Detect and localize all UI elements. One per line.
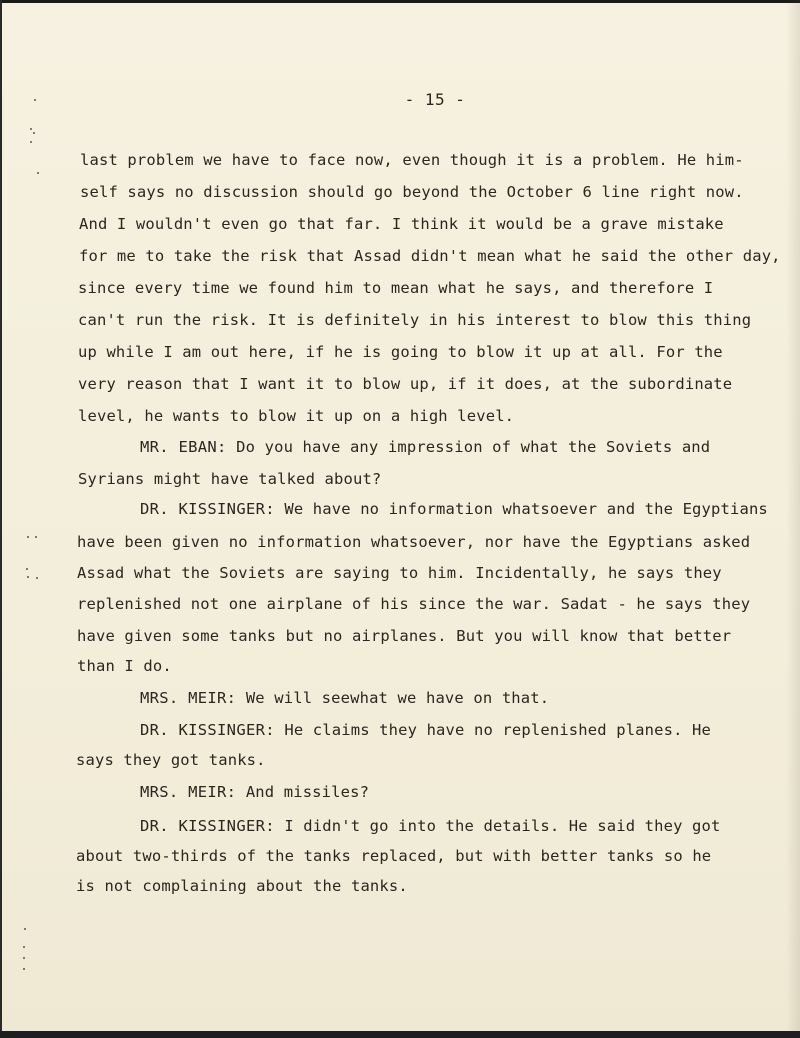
- text-line: can't run the risk. It is definitely in his interest to blow this thing: [78, 311, 752, 329]
- speaker-line: [140, 816, 721, 836]
- speaker-line: [140, 437, 710, 457]
- text-line: about two-thirds of the tanks replaced, but with better tanks so he: [76, 847, 712, 865]
- text-line: have given some tanks but no airplanes. But you will know that better: [77, 627, 732, 645]
- margin-speck: [23, 946, 25, 948]
- margin-speck: [30, 141, 32, 143]
- text-line: replenished not one airplane of his since the war. Sadat - he says they: [77, 595, 751, 613]
- text-line: up while I am out here, if he is going to blow it up at all. For the: [78, 343, 723, 361]
- margin-speck: [23, 957, 25, 959]
- speech-text: We have no information whatsoever and the Egyptians: [284, 500, 768, 518]
- text-line: than I do.: [77, 657, 172, 675]
- speech-text: Do you have any impression of what the Soviets and: [236, 438, 711, 456]
- margin-speck: [23, 968, 25, 970]
- margin-speck: [27, 536, 29, 538]
- text-line: level, he wants to blow it up on a high level.: [78, 407, 515, 425]
- speaker-label: DR. KISSINGER:: [140, 500, 275, 518]
- text-line: is not complaining about the tanks.: [76, 877, 408, 895]
- speech-text: I didn't go into the details. He said they got: [284, 817, 721, 835]
- speaker-line: [140, 499, 768, 519]
- margin-speck: [35, 536, 37, 538]
- speech-text: And missiles?: [245, 783, 370, 801]
- page-number: - 15 -: [404, 90, 466, 109]
- margin-speck: [24, 928, 26, 930]
- scan-right-shadow: [786, 0, 800, 1038]
- text-line: Syrians might have talked about?: [78, 470, 382, 488]
- speaker-label: DR. KISSINGER:: [140, 817, 275, 835]
- margin-speck: [26, 568, 28, 570]
- text-line: Assad what the Soviets are saying to him. Incidentally, he says they: [77, 564, 722, 582]
- text-line: self says no discussion should go beyond the October 6 line right now.: [80, 183, 744, 201]
- speech-text: He claims they have no replenished planes. He: [284, 721, 712, 739]
- speaker-label: MRS. MEIR:: [140, 783, 237, 801]
- margin-speck: [37, 172, 39, 174]
- speech-text: We will seewhat we have on that.: [245, 689, 550, 707]
- scan-left-edge: [0, 0, 2, 1038]
- text-line: last problem we have to face now, even though it is a problem. He him-: [80, 151, 744, 169]
- text-line: And I wouldn't even go that far. I think it would be a grave mistake: [79, 215, 724, 233]
- margin-speck: [33, 132, 35, 134]
- margin-speck: [27, 576, 29, 578]
- text-line: have been given no information whatsoever, nor have the Egyptians asked: [77, 533, 751, 551]
- scan-top-edge: [0, 0, 800, 3]
- margin-speck: [30, 128, 32, 130]
- text-line: says they got tanks.: [76, 751, 266, 769]
- text-line: since every time we found him to mean what he says, and therefore I: [78, 279, 714, 297]
- speaker-line: [140, 720, 711, 740]
- scan-bottom-edge: [0, 1031, 800, 1038]
- speaker-label: DR. KISSINGER:: [140, 721, 275, 739]
- speaker-label: MRS. MEIR:: [140, 689, 237, 707]
- speaker-line: [140, 782, 369, 802]
- margin-speck: [36, 577, 38, 579]
- text-line: for me to take the risk that Assad didn't mean what he said the other day,: [79, 247, 781, 265]
- speaker-line: [140, 688, 549, 708]
- speaker-label: MR. EBAN:: [140, 438, 227, 456]
- text-line: very reason that I want it to blow up, if it does, at the subordinate: [78, 375, 733, 393]
